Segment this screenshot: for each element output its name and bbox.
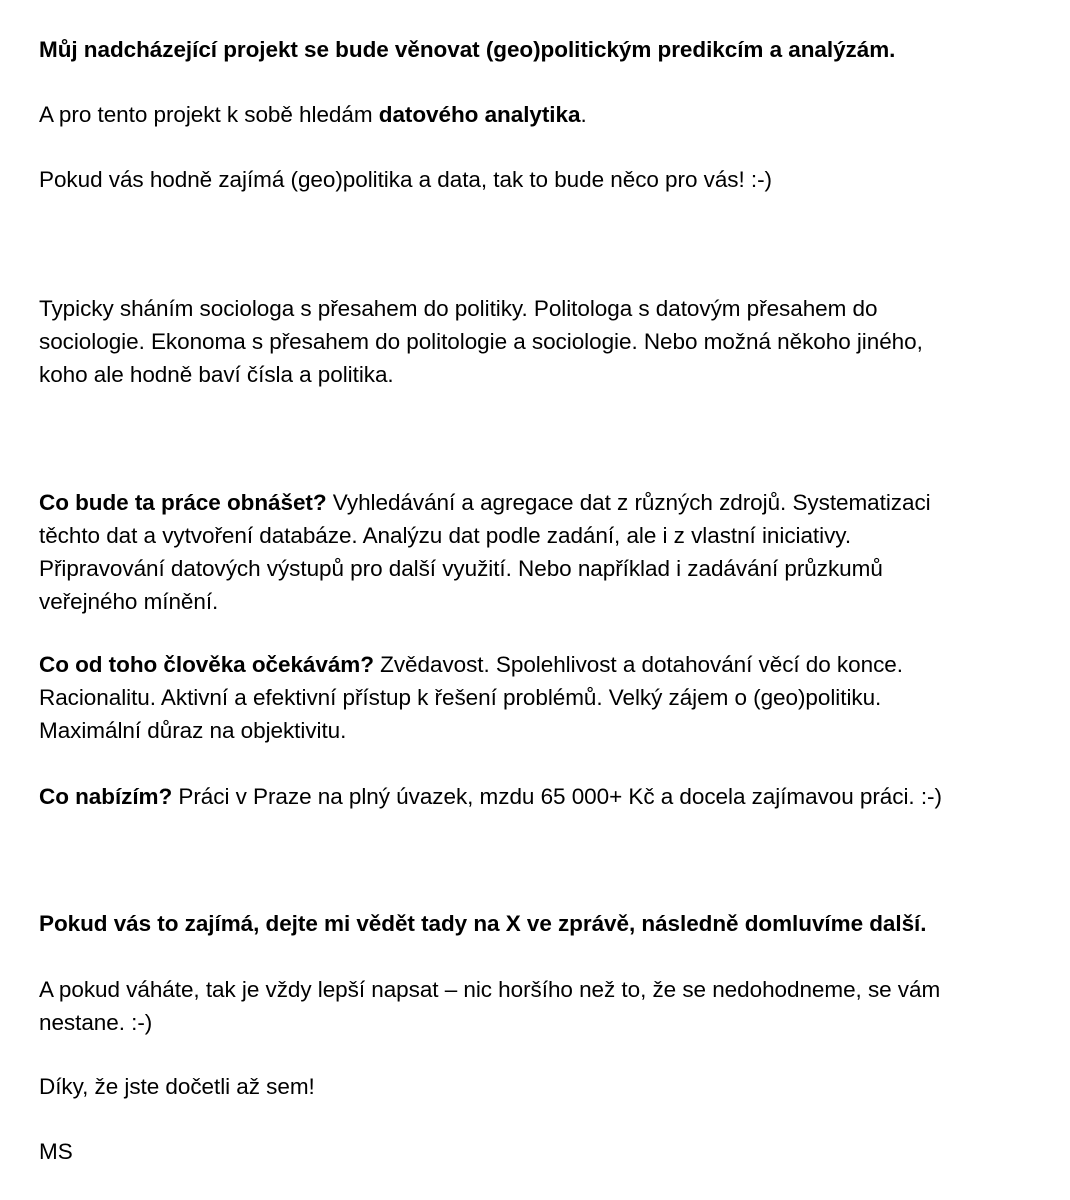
hesitation-line-2: nestane. :-) (39, 1010, 153, 1035)
thanks-line: Díky, že jste dočetli až sem! (39, 1074, 315, 1099)
intro-heading: Můj nadcházející projekt se bude věnovat (geo)politickým predikcím a analýzám. (39, 37, 896, 62)
paragraph-seeking-role: datového analytika (378, 102, 581, 127)
paragraph-job-duties (39, 486, 1039, 618)
job-duties-line-3: Připravování datových výstupů pro další využití. Nebo například i zadávání průzkumů (39, 556, 883, 581)
expectations-line-2: Racionalitu. Aktivní a efektivní přístup k řešení problémů. Velký zájem o (geo)politiku. (39, 685, 882, 710)
paragraph-seeking-post: . (580, 102, 587, 127)
offer-text: Práci v Praze na plný úvazek, mzdu 65 000+ Kč a docela zajímavou práci. :-) (172, 784, 942, 809)
paragraph-candidate-line-1: Typicky sháním sociologa s přesahem do politiky. Politologa s datovým přesahem do (39, 296, 878, 321)
paragraph-candidate-line-2: sociologie. Ekonoma s přesahem do politologie a sociologie. Nebo možná někoho jiného, (39, 329, 923, 354)
paragraph-candidate-line-3: koho ale hodně baví čísla a politika. (39, 362, 394, 387)
paragraph-hesitation (39, 973, 1039, 1039)
paragraph-seeking (39, 98, 1039, 131)
paragraph-candidate (39, 292, 1039, 391)
job-duties-line-4: veřejného mínění. (39, 589, 219, 614)
expectations-question: Co od toho člověka očekávám? (39, 652, 374, 677)
offer-question: Co nabízím? (39, 784, 173, 809)
paragraph-interest: Pokud vás hodně zajímá (geo)politika a data, tak to bude něco pro vás! :-) (39, 167, 772, 192)
expectations-line-1: Zvědavost. Spolehlivost a dotahování věcí do konce. (373, 652, 903, 677)
signature: MS (39, 1139, 73, 1164)
job-duties-line-2: těchto dat a vytvoření databáze. Analýzu dat podle zadání, ale i z vlastní iniciativy. (39, 523, 852, 548)
call-to-action: Pokud vás to zajímá, dejte mi vědět tady na X ve zprávě, následně domluvíme další. (39, 911, 927, 936)
paragraph-seeking-pre: A pro tento projekt k sobě hledám (39, 102, 379, 127)
paragraph-offer (39, 780, 1039, 813)
hesitation-line-1: A pokud váháte, tak je vždy lepší napsat – nic horšího než to, že se nedohodneme, se vám (39, 977, 941, 1002)
job-duties-line-1: Vyhledávání a agregace dat z různých zdrojů. Systematizaci (326, 490, 931, 515)
job-duties-question: Co bude ta práce obnášet? (39, 490, 327, 515)
paragraph-expectations (39, 648, 1039, 747)
expectations-line-3: Maximální důraz na objektivitu. (39, 718, 347, 743)
